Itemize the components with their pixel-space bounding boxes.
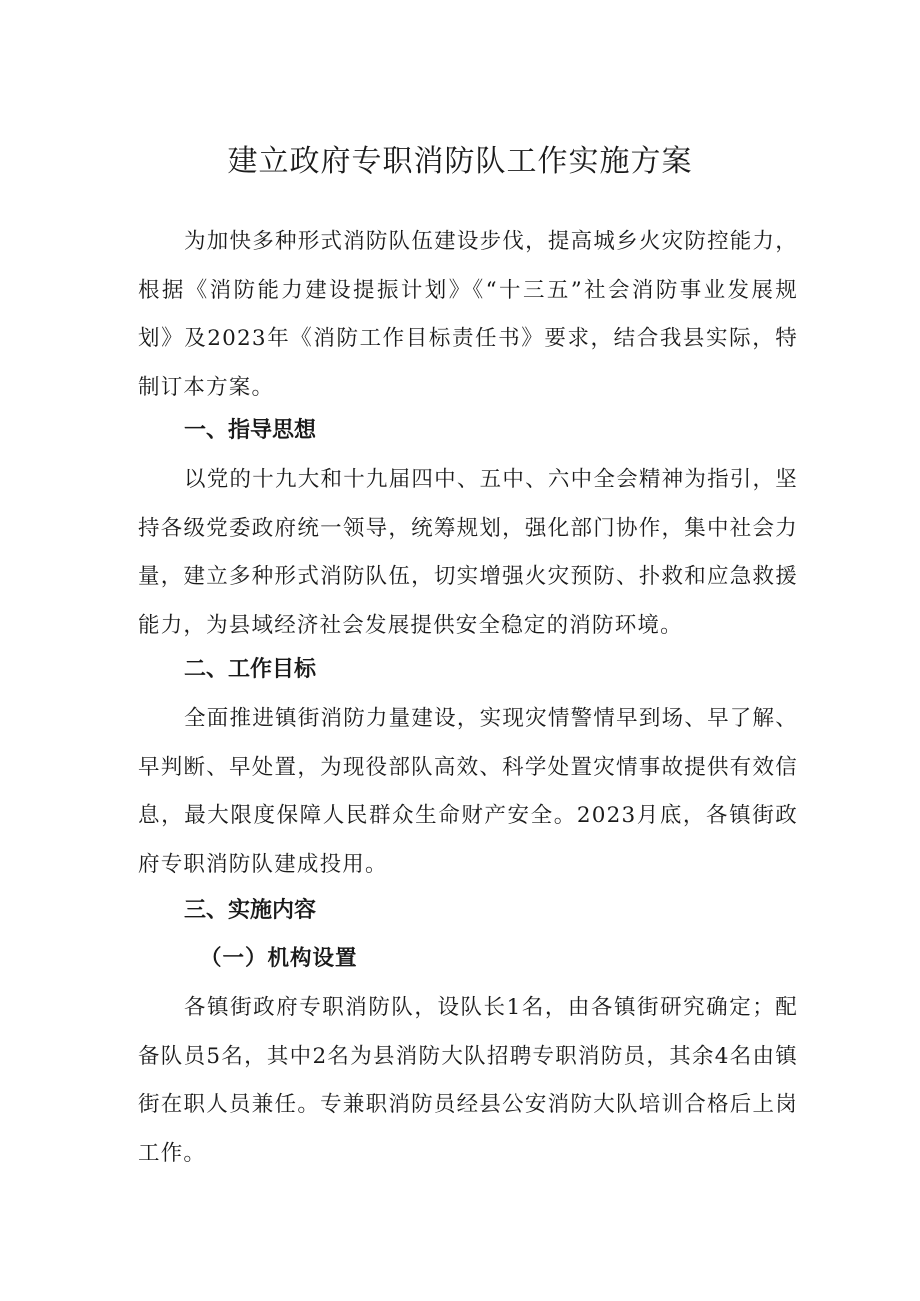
- section-body-work-goals: 全面推进镇街消防力量建设，实现灾情警情早到场、早了解、早判断、早处置，为现役部队高效、科学处置灾情事故提供有效信息，最大限度保障人民群众生命财产安全。2023月底，各镇街政府专职消防队建成投用。: [138, 706, 798, 877]
- section-heading-implementation: 三、实施内容: [184, 898, 317, 923]
- section-body-guiding-ideology: 以党的十九大和十九届四中、五中、六中全会精神为指引，坚持各级党委政府统一领导，统筹规划，强化部门协作，集中社会力量，建立多种形式消防队伍，切实增强火灾预防、扑救和应急救援能力，为县域经济社会发展提供安全稳定的消防环境。: [138, 467, 798, 638]
- section-heading-work-goals: 二、工作目标: [184, 657, 317, 682]
- document-title: 建立政府专职消防队工作实施方案: [227, 144, 693, 179]
- intro-paragraph: 为加快多种形式消防队伍建设步伐，提高城乡火灾防控能力，根据《消防能力建设提振计划》《“十三五”社会消防事业发展规划》及2023年《消防工作目标责任书》要求，结合我县实际，特制订本方案。: [138, 229, 798, 400]
- section-heading-guiding-ideology: 一、指导思想: [184, 418, 317, 443]
- subsection-heading-organization: （一）机构设置: [200, 946, 358, 971]
- subsection-body-organization: 各镇街政府专职消防队，设队长1名，由各镇街研究确定；配备队员5名，其中2名为县消防大队招聘专职消防员，其余4名由镇街在职人员兼任。专兼职消防员经县公安消防大队培训合格后上岗工作。: [138, 995, 798, 1166]
